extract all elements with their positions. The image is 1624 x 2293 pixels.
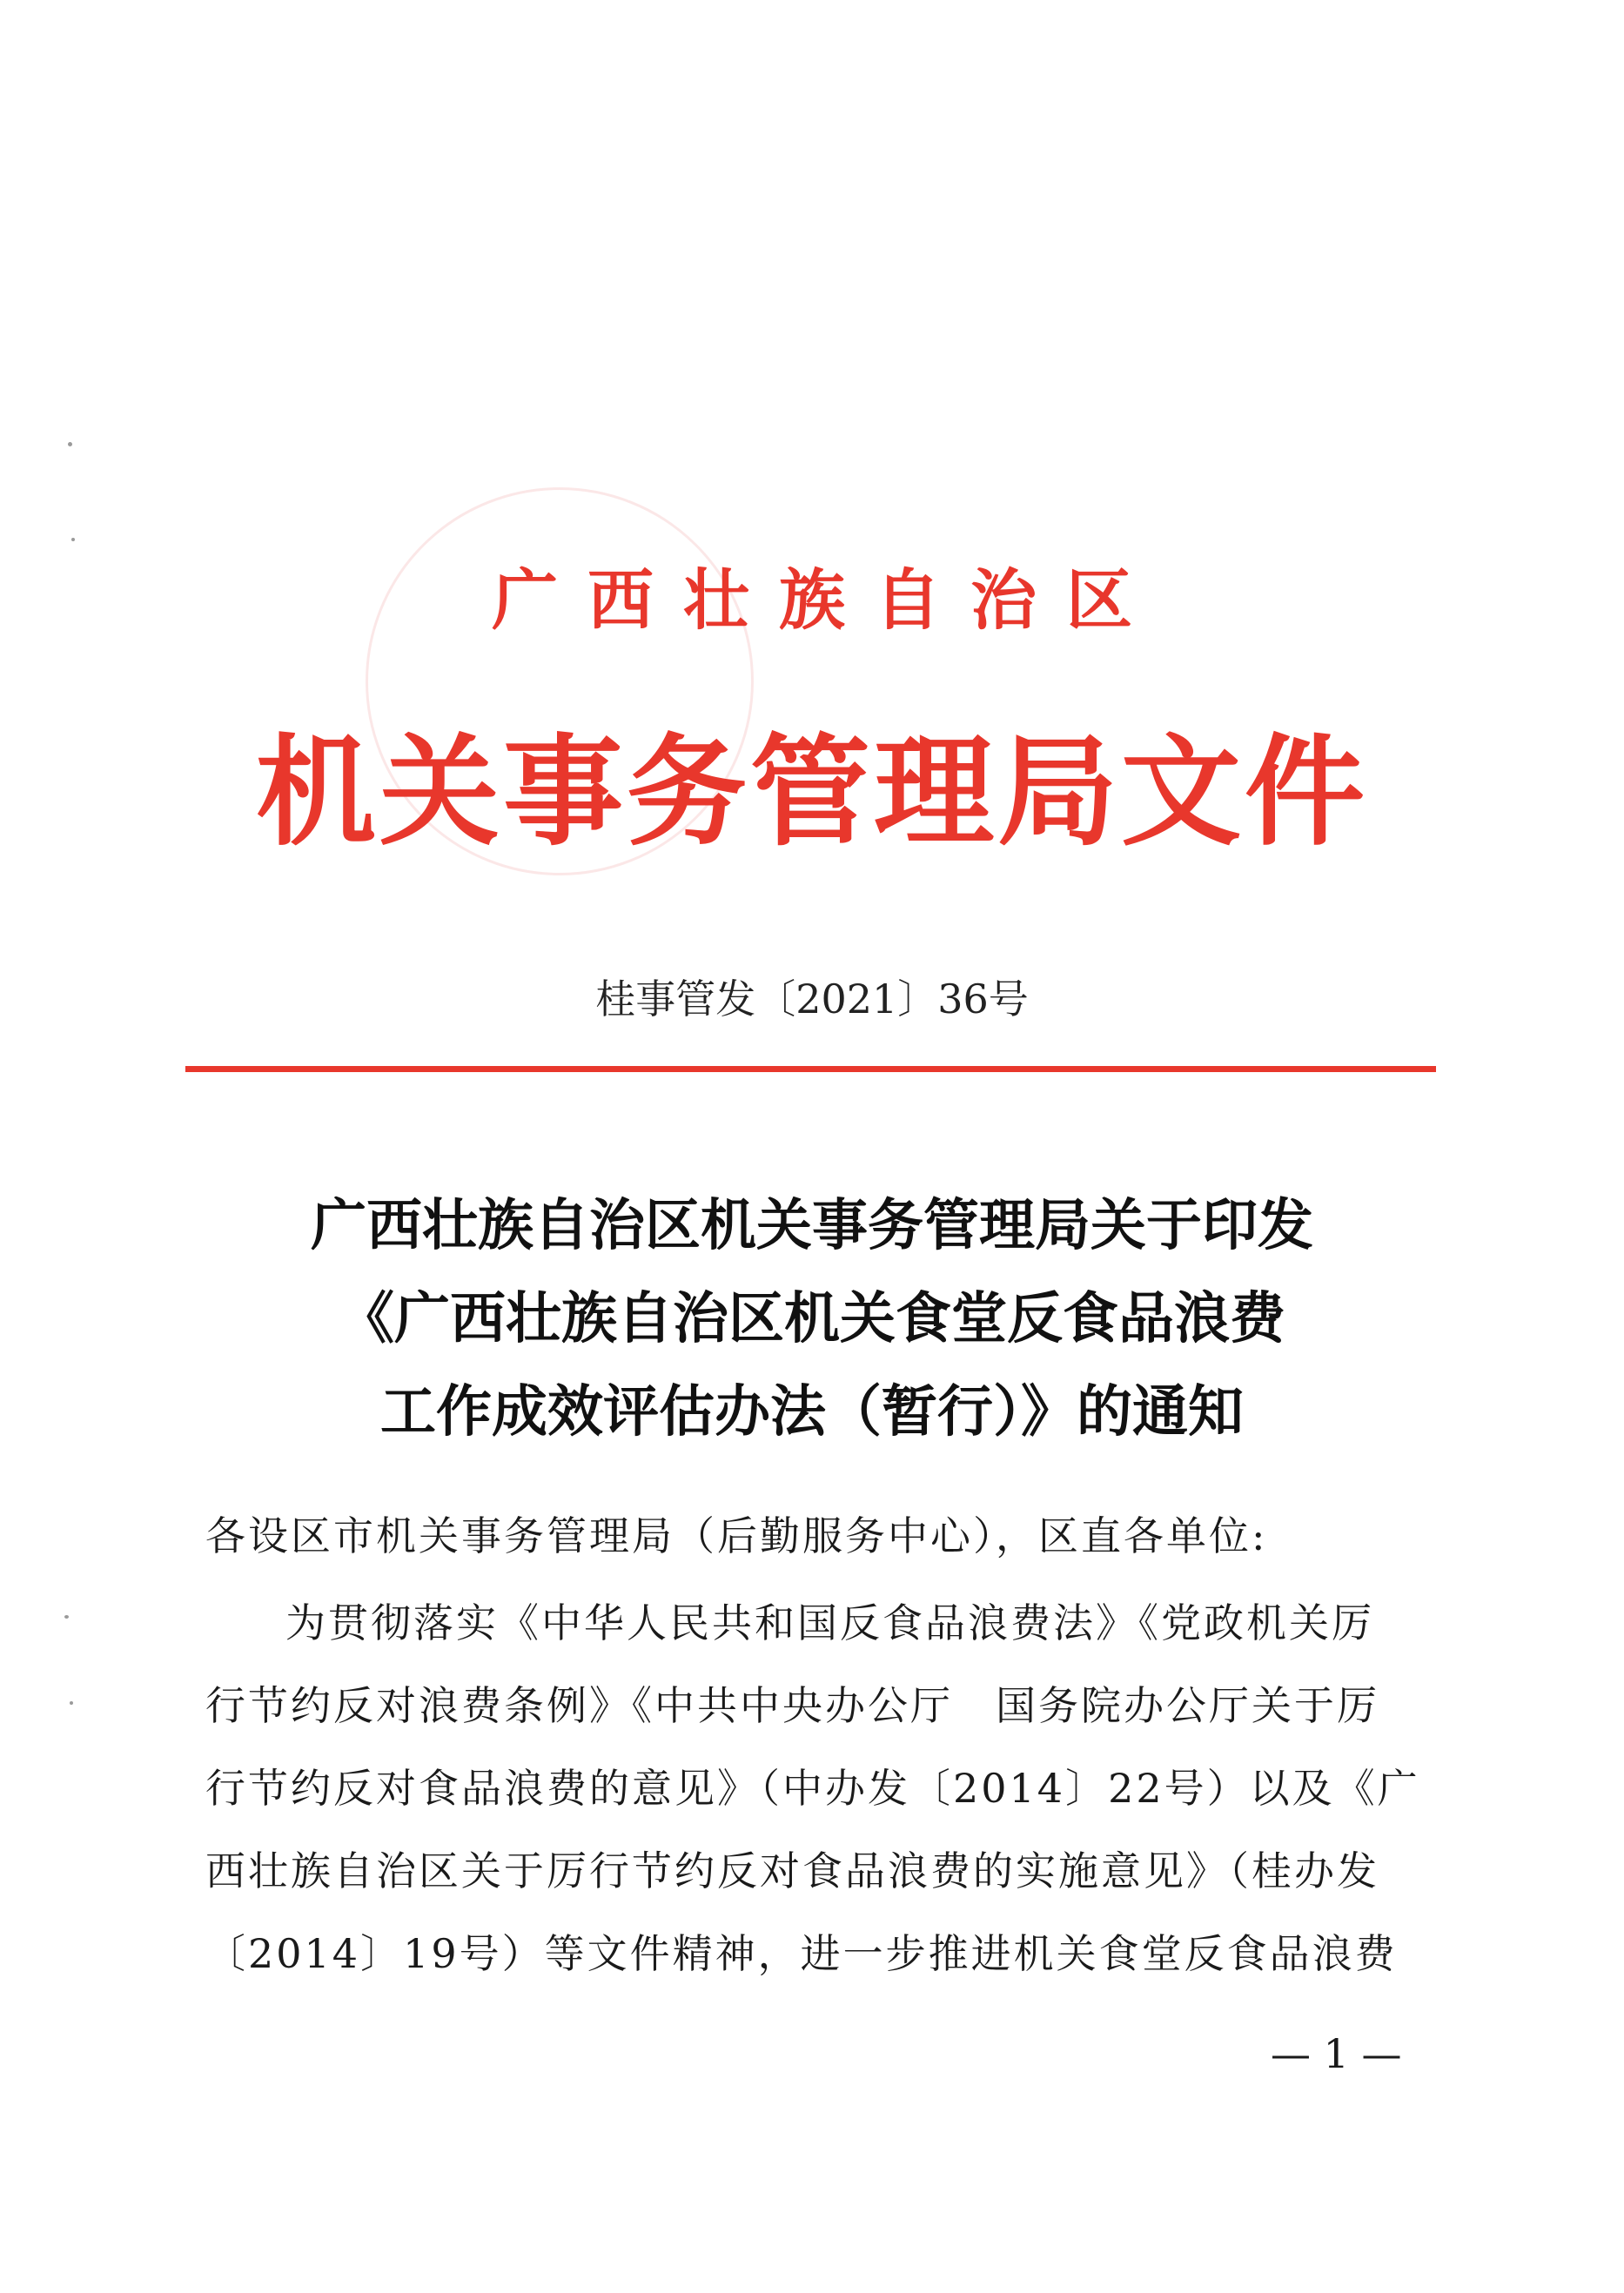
body-line: 西壮族自治区关于厉行节约反对食品浪费的实施意见》（桂办发 [205, 1847, 1379, 1894]
body-line: 〔2014〕19号）等文件精神，进一步推进机关食堂反食品浪费 [205, 1930, 1398, 1977]
scan-speck [71, 538, 75, 541]
scan-speck [64, 1615, 69, 1619]
body-line: 行节约反对浪费条例》《中共中央办公厅 国务院办公厅关于厉 [205, 1682, 1379, 1729]
salutation: 各设区市机关事务管理局（后勤服务中心），区直各单位: [205, 1512, 1268, 1559]
document-title [0, 1179, 1624, 1458]
title-line: 《广西壮族自治区机关食堂反食品浪费 [339, 1286, 1285, 1351]
title-line: 广西壮族自治区机关事务管理局关于印发 [311, 1193, 1313, 1258]
red-separator-line [185, 1066, 1436, 1072]
body-line: 行节约反对食品浪费的意见》（中办发〔2014〕22号）以及《广 [205, 1765, 1420, 1812]
scan-speck [70, 1701, 73, 1705]
issuer-document-banner: 机关事务管理局文件 [255, 721, 1368, 862]
issuer-region-heading: 广西壮族自治区 [492, 561, 1162, 639]
scan-speck [68, 442, 72, 446]
body-line: 为贯彻落实《中华人民共和国反食品浪费法》《党政机关厉 [285, 1599, 1374, 1646]
page-number: — 1 — [1271, 2030, 1402, 2077]
document-number: 桂事管发〔2021〕36号 [595, 976, 1029, 1022]
title-line: 工作成效评估办法（暂行）》的通知 [380, 1379, 1244, 1445]
